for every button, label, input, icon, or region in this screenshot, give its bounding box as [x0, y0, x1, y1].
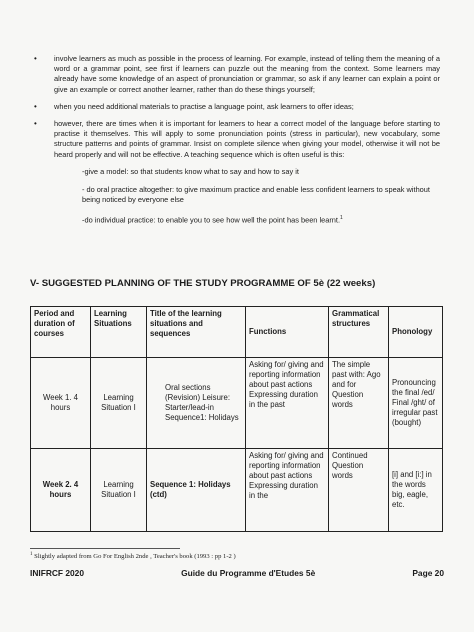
cell-functions: Asking for/ giving and reporting information about past actions Expressing duration in the past	[246, 358, 329, 449]
sequence-step: -give a model: so that students know what to say and how to say it	[82, 166, 299, 176]
footnote-marker: 1	[30, 552, 33, 557]
list-item	[30, 119, 440, 160]
header-period: Period and duration of courses	[31, 307, 91, 358]
planning-table	[30, 306, 443, 532]
bullet-icon: •	[34, 54, 37, 63]
footer-center: Guide du Programme d'Etudes 5è	[181, 568, 316, 578]
footnote-ref: 1	[340, 215, 343, 222]
header-grammar: Grammatical structures	[329, 307, 389, 358]
bullet-text: however, there are times when it is important for learners to hear a correct model of the language before starting to practise it themselves. This will apply to some pronunciation points (stress in particular), new vocabulary, some structure patterns and points of grammar. Insist on complete silence when giving your model, otherwise it will not be heard properly and will not be effective. A teaching sequence which is often useful is this:	[54, 119, 440, 159]
cell-title: Oral sections (Revision) Leisure: Starter/lead-in Sequence1: Holidays	[147, 358, 246, 449]
footer-left: INIFRCF 2020	[30, 568, 84, 578]
bullet-icon: •	[34, 101, 37, 111]
page-footer	[30, 568, 444, 578]
bullet-text: involve learners as much as possible in the process of learning. For example, instead of telling them the meaning of a word or a grammar point, see first if learners can puzzle out the meaning from the context. Some learners may already have some knowledge of an aspect of pronunciation or grammar, so ask if any learner can explain a point or give an example or correct another learner, rather than do these things yourself;	[54, 54, 440, 94]
table-header-row	[31, 307, 443, 358]
bullet-text: when you need additional materials to practise a language point, ask learners to offer ideas;	[54, 101, 354, 111]
footnote-divider	[30, 548, 180, 549]
header-functions: Functions	[246, 307, 329, 358]
sequence-step: - do oral practice altogether: to give maximum practice and enable less confident learners to speak without being noticed by everyone else	[82, 185, 430, 205]
list-item	[30, 102, 440, 112]
section-heading: V- SUGGESTED PLANNING OF THE STUDY PROGRAMME OF 5è (22 weeks)	[30, 278, 376, 289]
list-item	[30, 54, 440, 95]
table-row	[31, 358, 443, 449]
cell-phonology: Pronouncing the final /ed/ Final /ght/ of irregular past (bought)	[389, 358, 443, 449]
bullet-icon: •	[34, 119, 37, 129]
cell-title: Sequence 1: Holidays (ctd)	[147, 449, 246, 532]
table-row	[31, 449, 443, 532]
cell-period: Week 2. 4 hours	[31, 449, 91, 532]
cell-phonology: [i] and [i:] in the words big, eagle, etc.	[389, 449, 443, 532]
sequence-step	[82, 213, 440, 226]
footnote	[30, 552, 236, 560]
page-number: Page 20	[412, 568, 444, 578]
cell-learning: Learning Situation I	[91, 358, 147, 449]
cell-period: Week 1. 4 hours	[31, 358, 91, 449]
cell-grammar: Continued Question words	[329, 449, 389, 532]
footnote-text: Slightly adapted from Go For English 2nde , Teacher's book (1993 : pp 1-2 )	[34, 553, 236, 561]
cell-learning: Learning Situation I	[91, 449, 147, 532]
cell-grammar: The simple past with: Ago and for Question words	[329, 358, 389, 449]
header-title: Title of the learning situations and sequences	[147, 307, 246, 358]
header-phonology: Phonology	[389, 307, 443, 358]
cell-functions: Asking for/ giving and reporting information about past actions Expressing duration in the	[246, 449, 329, 532]
sequence-step-text: -do individual practice: to enable you to see how well the point has been learnt.	[82, 215, 341, 225]
guidance-list	[30, 54, 440, 234]
header-learning: Learning Situations	[91, 307, 147, 358]
